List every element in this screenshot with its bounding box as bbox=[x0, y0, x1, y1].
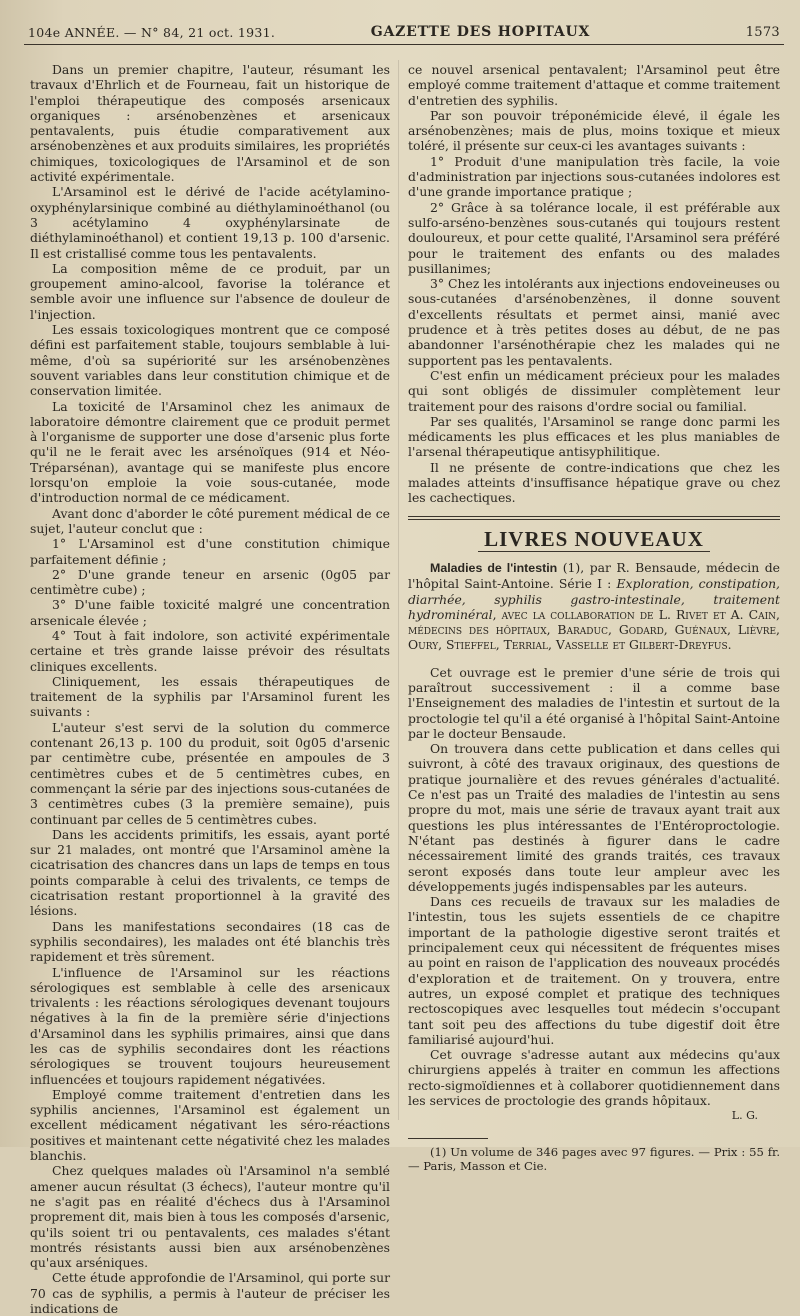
issue-info: 104e ANNÉE. — N° 84, 21 oct. 1931. bbox=[28, 25, 276, 40]
section-title bbox=[408, 526, 780, 552]
paragraph: Par son pouvoir tréponémicide élevé, il égale les arsénobenzènes; mais de plus, moins toxique et mieux toléré, il présente sur ceux-ci les avantages suivants : bbox=[408, 107, 780, 154]
footnote-ref: (1) bbox=[562, 559, 581, 575]
paragraph: Il ne présente de contre-indications que chez les malades atteints d'insuffisance hépatique grave ou chez les cachectiques. bbox=[408, 459, 780, 506]
list-item: 1° Produit d'une manipulation très facile, la voie d'administration par injections sous-cutanées indolores est d'une grande importance pratique ; bbox=[408, 153, 780, 200]
review-paragraph: Cet ouvrage est le premier d'une série de trois qui paraîtrout successivement : il a comme base l'Enseignement des maladies de l'intestin et surtout de la proctologie tel qu'il a été organisé à l'hôpital Saint-Antoine par le docteur Bensaude. bbox=[408, 664, 780, 741]
paragraph: C'est enfin un médicament précieux pour les malades qui sont obligés de dissimuler complètement leur traitement pour des raisons d'ordre social ou familial. bbox=[408, 367, 780, 414]
list-item: 2° Grâce à sa tolérance locale, il est préférable aux sulfo-arséno-benzènes sous-cutanés qui toujours restent douloureux, et pour cette qualité, l'Arsaminol sera préféré pour le traitement des enfants ou des malades pusillanimes; bbox=[408, 199, 780, 276]
book-title: Maladies de l'intestin bbox=[430, 560, 558, 575]
review-paragraph: Cet ouvrage s'adresse autant aux médecins qu'aux chirurgiens appelés à traiter en commun les affections recto-sigmoïdiennes et à collaborer quotidiennement dans les services de proctologie des grands hôpitaux. bbox=[408, 1047, 780, 1108]
paragraph: Dans les manifestations secondaires (18 cas de syphilis secondaires), les malades ont été blanchis très rapidement et très sûrement. bbox=[30, 918, 390, 965]
left-column bbox=[30, 62, 390, 1316]
page-number: 1573 bbox=[745, 25, 780, 40]
review-paragraph: Dans ces recueils de travaux sur les maladies de l'intestin, tous les sujets essentiels de ce chapitre important de la pathologie digestive seront traités et principalement ceux qui nécessitent de fréquentes mises au point en raison de l'application des nouveaux procédés d'exploration et de traitement. On y trouvera, entre autres, un exposé complet et pratique des techniques rectoscopiques avec lesquelles tout médecin s'occupant tant soit peu des affections du tube digestif doit être familiarisé aujourd'hui. bbox=[408, 894, 780, 1047]
footnote-rule bbox=[408, 1138, 488, 1139]
paragraph: L'auteur s'est servi de la solution du commerce contenant 26,13 p. 100 du produit, soit 0g05 d'arsenic par centimètre cube, présentée en ampoules de 3 centimètres cubes et de 5 centimètres cubes, en commençant la série par des injections sous-cutanées de 3 centimètres cubes (3 la première semaine), puis continuant par celles de 5 centimètres cubes. bbox=[30, 719, 390, 827]
list-item: 2° D'une grande teneur en arsenic (0g05 par centimètre cube) ; bbox=[30, 566, 390, 598]
review-heading bbox=[408, 560, 780, 653]
paragraph: Employé comme traitement d'entretien dans les syphilis anciennes, l'Arsaminol est également un excellent médicament négativant les séro-réactions positives et maintenant cette négativité chez les malades blanchis. bbox=[30, 1086, 390, 1164]
section-title-text: LIVRES NOUVEAUX bbox=[478, 532, 710, 552]
right-column bbox=[408, 62, 780, 1173]
page-header bbox=[28, 14, 780, 40]
column-gutter bbox=[398, 60, 399, 1120]
review-signature: L. G. bbox=[731, 1109, 758, 1123]
paragraph: Avant donc d'aborder le côté purement médical de ce sujet, l'auteur conclut que : bbox=[30, 505, 390, 536]
paragraph: Dans un premier chapitre, l'auteur, résumant les travaux d'Ehrlich et de Fourneau, fait un historique de l'emploi thérapeutique des composés arsenicaux organiques : arsénobenzènes et arsenicaux pentavalents, puis étudie comparativement aux arsénobenzènes et aux produits similaires, les propriétés chimiques, toxicologiques de l'Arsaminol et de son activité expérimentale. bbox=[30, 62, 390, 185]
paragraph: Cliniquement, les essais thérapeutiques de traitement de la syphilis par l'Arsaminol furent les suivants : bbox=[30, 673, 390, 720]
section-divider bbox=[408, 516, 780, 520]
list-item: 3° Chez les intolérants aux injections endoveineuses ou sous-cutanées d'arsénobenzènes, il donne souvent d'excellents résultats et permet ainsi, manié avec prudence et à très petites doses au début, de ne pas abandonner l'arsénothérapie chez les malades qui ne supportent pas les pentavalents. bbox=[408, 276, 780, 368]
series-topics: Exploration, constipation, diarrhée, syphilis gastro-intestinale, traitement hydrominéral bbox=[408, 576, 780, 622]
list-item: 1° L'Arsaminol est d'une constitution chimique parfaitement définie ; bbox=[30, 536, 390, 567]
journal-title: GAZETTE DES HOPITAUX bbox=[370, 24, 591, 40]
paragraph: Les essais toxicologiques montrent que ce composé défini est parfaitement stable, toujours semblable à lui-même, d'où sa supériorité sur les arsénobenzènes souvent variables dans leur constitution chimique et de conservation limitée. bbox=[30, 322, 390, 399]
paragraph: La composition même de ce produit, par un groupement amino-alcool, favorise la tolérance et semble avoir une influence sur l'absence de douleur de l'injection. bbox=[30, 260, 390, 322]
paragraph: Par ses qualités, l'Arsaminol se range donc parmi les médicaments les plus efficaces et les plus maniables de l'arsenal thérapeutique antisyphilitique. bbox=[408, 413, 780, 460]
review-author: , par R. Bensaude, médecin de l'hôpital Saint-Antoine. Série I : bbox=[408, 559, 780, 592]
list-item: 3° D'une faible toxicité malgré une concentration arsenicale élevée ; bbox=[30, 597, 390, 628]
paragraph: L'influence de l'Arsaminol sur les réactions sérologiques est semblable à celle des arsenicaux trivalents : les réactions sérologiques devenant toujours négatives à la fin de la première série d'injections d'Arsaminol dans les syphilis primaires, ainsi que dans les cas de syphilis secondaires dont les réactions sérologiques se trouvent toujours heureusement influencées et toujours rapidement négativées. bbox=[30, 964, 390, 1087]
review-collaborators: , avec la collaboration de L. Rivet et A. Cain, médecins des hôpitaux, Baraduc, Godard, Guénaux, Lièvre, Oury, Stieffel, Terrial, Vasselle et Gilbert-Dreyfus. bbox=[408, 606, 780, 653]
list-item: 4° Tout à fait indolore, son activité expérimentale certaine et très grande laisse prévoir des résultats cliniques excellents. bbox=[30, 627, 390, 674]
footnote: (1) Un volume de 346 pages avec 97 figures. — Prix : 55 fr. — Paris, Masson et Cie. bbox=[408, 1144, 780, 1173]
paragraph: Dans les accidents primitifs, les essais, ayant porté sur 21 malades, ont montré que l'Arsaminol amène la cicatrisation des chancres dans un laps de temps en tous points comparable à celui des trivalents, ce temps de cicatrisation restant proportionnel à la gravité des lésions. bbox=[30, 826, 390, 919]
paragraph: Cette étude approfondie de l'Arsaminol, qui porte sur 70 cas de syphilis, a permis à l'auteur de préciser les indications de bbox=[30, 1270, 390, 1316]
paragraph: ce nouvel arsenical pentavalent; l'Arsaminol peut être employé comme traitement d'attaque et comme traitement d'entretien des syphilis. bbox=[408, 62, 780, 108]
paragraph: La toxicité de l'Arsaminol chez les animaux de laboratoire démontre clairement que ce produit permet à l'organisme de supporter une dose d'arsenic plus forte qu'il ne le ferait avec les arsénoïques (914 et Néo-Tréparsénan), avantage qui se manifeste plus encore lorsqu'on emploie la voie sous-cutanée, mode d'introduction normal de ce médicament. bbox=[30, 398, 390, 506]
header-rule bbox=[24, 44, 784, 45]
paragraph: Chez quelques malades où l'Arsaminol n'a semblé amener aucun résultat (3 échecs), l'auteur montre qu'il ne s'agit pas en réalité d'échecs dus à l'Arsaminol proprement dit, mais bien à tous les composés d'arsenic, qu'ils soient tri ou pentavalents, ces malades s'étant montrés résistants aussi bien aux arsénobenzènes qu'aux arséniques. bbox=[30, 1163, 390, 1271]
paragraph: L'Arsaminol est le dérivé de l'acide acétylamino-oxyphénylarsinique combiné au diéthylaminoéthanol (ou 3 acétylamino 4 oxyphénylarsinate de diéthylaminoéthanol) et contient 19,13 p. 100 d'arsenic. Il est cristallisé comme tous les pentavalents. bbox=[30, 184, 390, 261]
review-paragraph: On trouvera dans cette publication et dans celles qui suivront, à côté des travaux originaux, des questions de pratique journalière et des revues générales d'actualité. Ce n'est pas un Traité des maladies de l'intestin au sens propre du mot, mais une série de travaux ayant trait aux questions les plus intéressantes de l'Entéroproctologie. N'étant pas destinés à figurer dans le cadre nécessairement limité des grands traités, ces travaux seront exposés dans toute leur ampleur avec les développements jugés indispensables par les auteurs. bbox=[408, 741, 780, 894]
